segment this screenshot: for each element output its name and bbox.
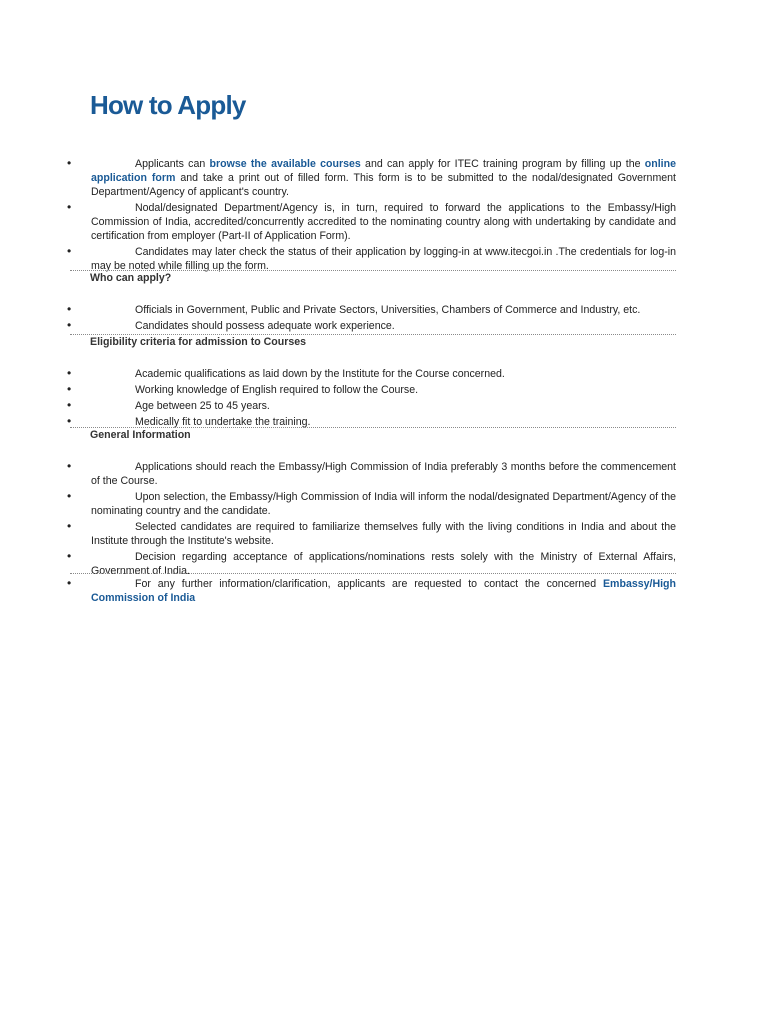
list-item: • For any further information/clarification, applicants are requested to contact the concerned Embassy/High Commission of India [67,576,676,604]
list-item: • Candidates should possess adequate work experience. [67,318,395,332]
bullet-icon: • [67,519,72,533]
list-item: • Nodal/designated Department/Agency is, in turn, required to forward the applications to the Embassy/High Commission of India, accredited/concurrently accredited to the nominating country along with undertaking by candidate and certification from employer (Part-II of Application Form). [67,200,676,242]
page-title: How to Apply [90,90,246,120]
eligibility-heading: Eligibility criteria for admission to Courses [90,336,307,348]
list-item: • Decision regarding acceptance of applications/nominations rests solely with the Ministry of External Affairs, Government of India. [67,549,676,577]
browse-courses-link[interactable]: browse the available courses [209,158,361,170]
embassy-contact-link[interactable]: Embassy/High Commission of India [91,578,676,604]
bullet-icon: • [67,382,72,396]
section-divider [70,573,676,574]
list-item: • Age between 25 to 45 years. [67,398,270,412]
who-can-apply-list [0,303,768,335]
list-item: • Upon selection, the Embassy/High Commission of India will inform the nodal/designated Department/Agency of the nominating country and the candidate. [67,489,676,517]
bullet-icon: • [67,200,72,214]
section-divider [70,334,676,335]
eligibility-list [0,367,768,431]
list-item: • Selected candidates are required to familiarize themselves fully with the living conditions in India and about the Institute through the Institute's website. [67,519,676,547]
list-item: • Candidates may later check the status of their application by logging-in at www.itecgoi.in .The credentials for log-in may be noted while filling up the form. [67,244,676,272]
list-item: • Applicants can browse the available courses and can apply for ITEC training program by filling up the online application form and take a print out of filled form. This form is to be submitted to the nodal/designated Government Department/Agency of applicant's country. [67,156,677,198]
online-application-form-link[interactable]: online application form [91,158,676,184]
bullet-icon: • [67,366,72,380]
who-can-apply-heading: Who can apply? [90,272,172,284]
bullet-icon: • [67,489,72,503]
list-item: • Working knowledge of English required to follow the Course. [67,382,419,396]
list-item: • Applications should reach the Embassy/High Commission of India preferably 3 months before the commencement of the Course. [67,459,676,487]
bullet-icon: • [67,318,72,332]
bullet-icon: • [67,302,72,316]
how-to-apply-list [0,157,768,275]
section-divider [70,270,676,271]
list-item: • Medically fit to undertake the training. [67,414,311,428]
bullet-icon: • [67,576,72,590]
list-item: • Academic qualifications as laid down by the Institute for the Course concerned. [67,366,505,380]
bullet-icon: • [67,549,72,563]
general-information-list [0,460,768,580]
general-information-heading: General Information [90,429,191,441]
bullet-icon: • [67,459,72,473]
list-item: • Officials in Government, Public and Private Sectors, Universities, Chambers of Commerce and Industry, etc. [67,302,641,316]
bullet-icon: • [67,398,72,412]
bullet-icon: • [67,244,72,258]
contact-list [0,577,768,607]
bullet-icon: • [67,414,72,428]
section-divider [70,427,676,428]
bullet-icon: • [67,156,72,170]
